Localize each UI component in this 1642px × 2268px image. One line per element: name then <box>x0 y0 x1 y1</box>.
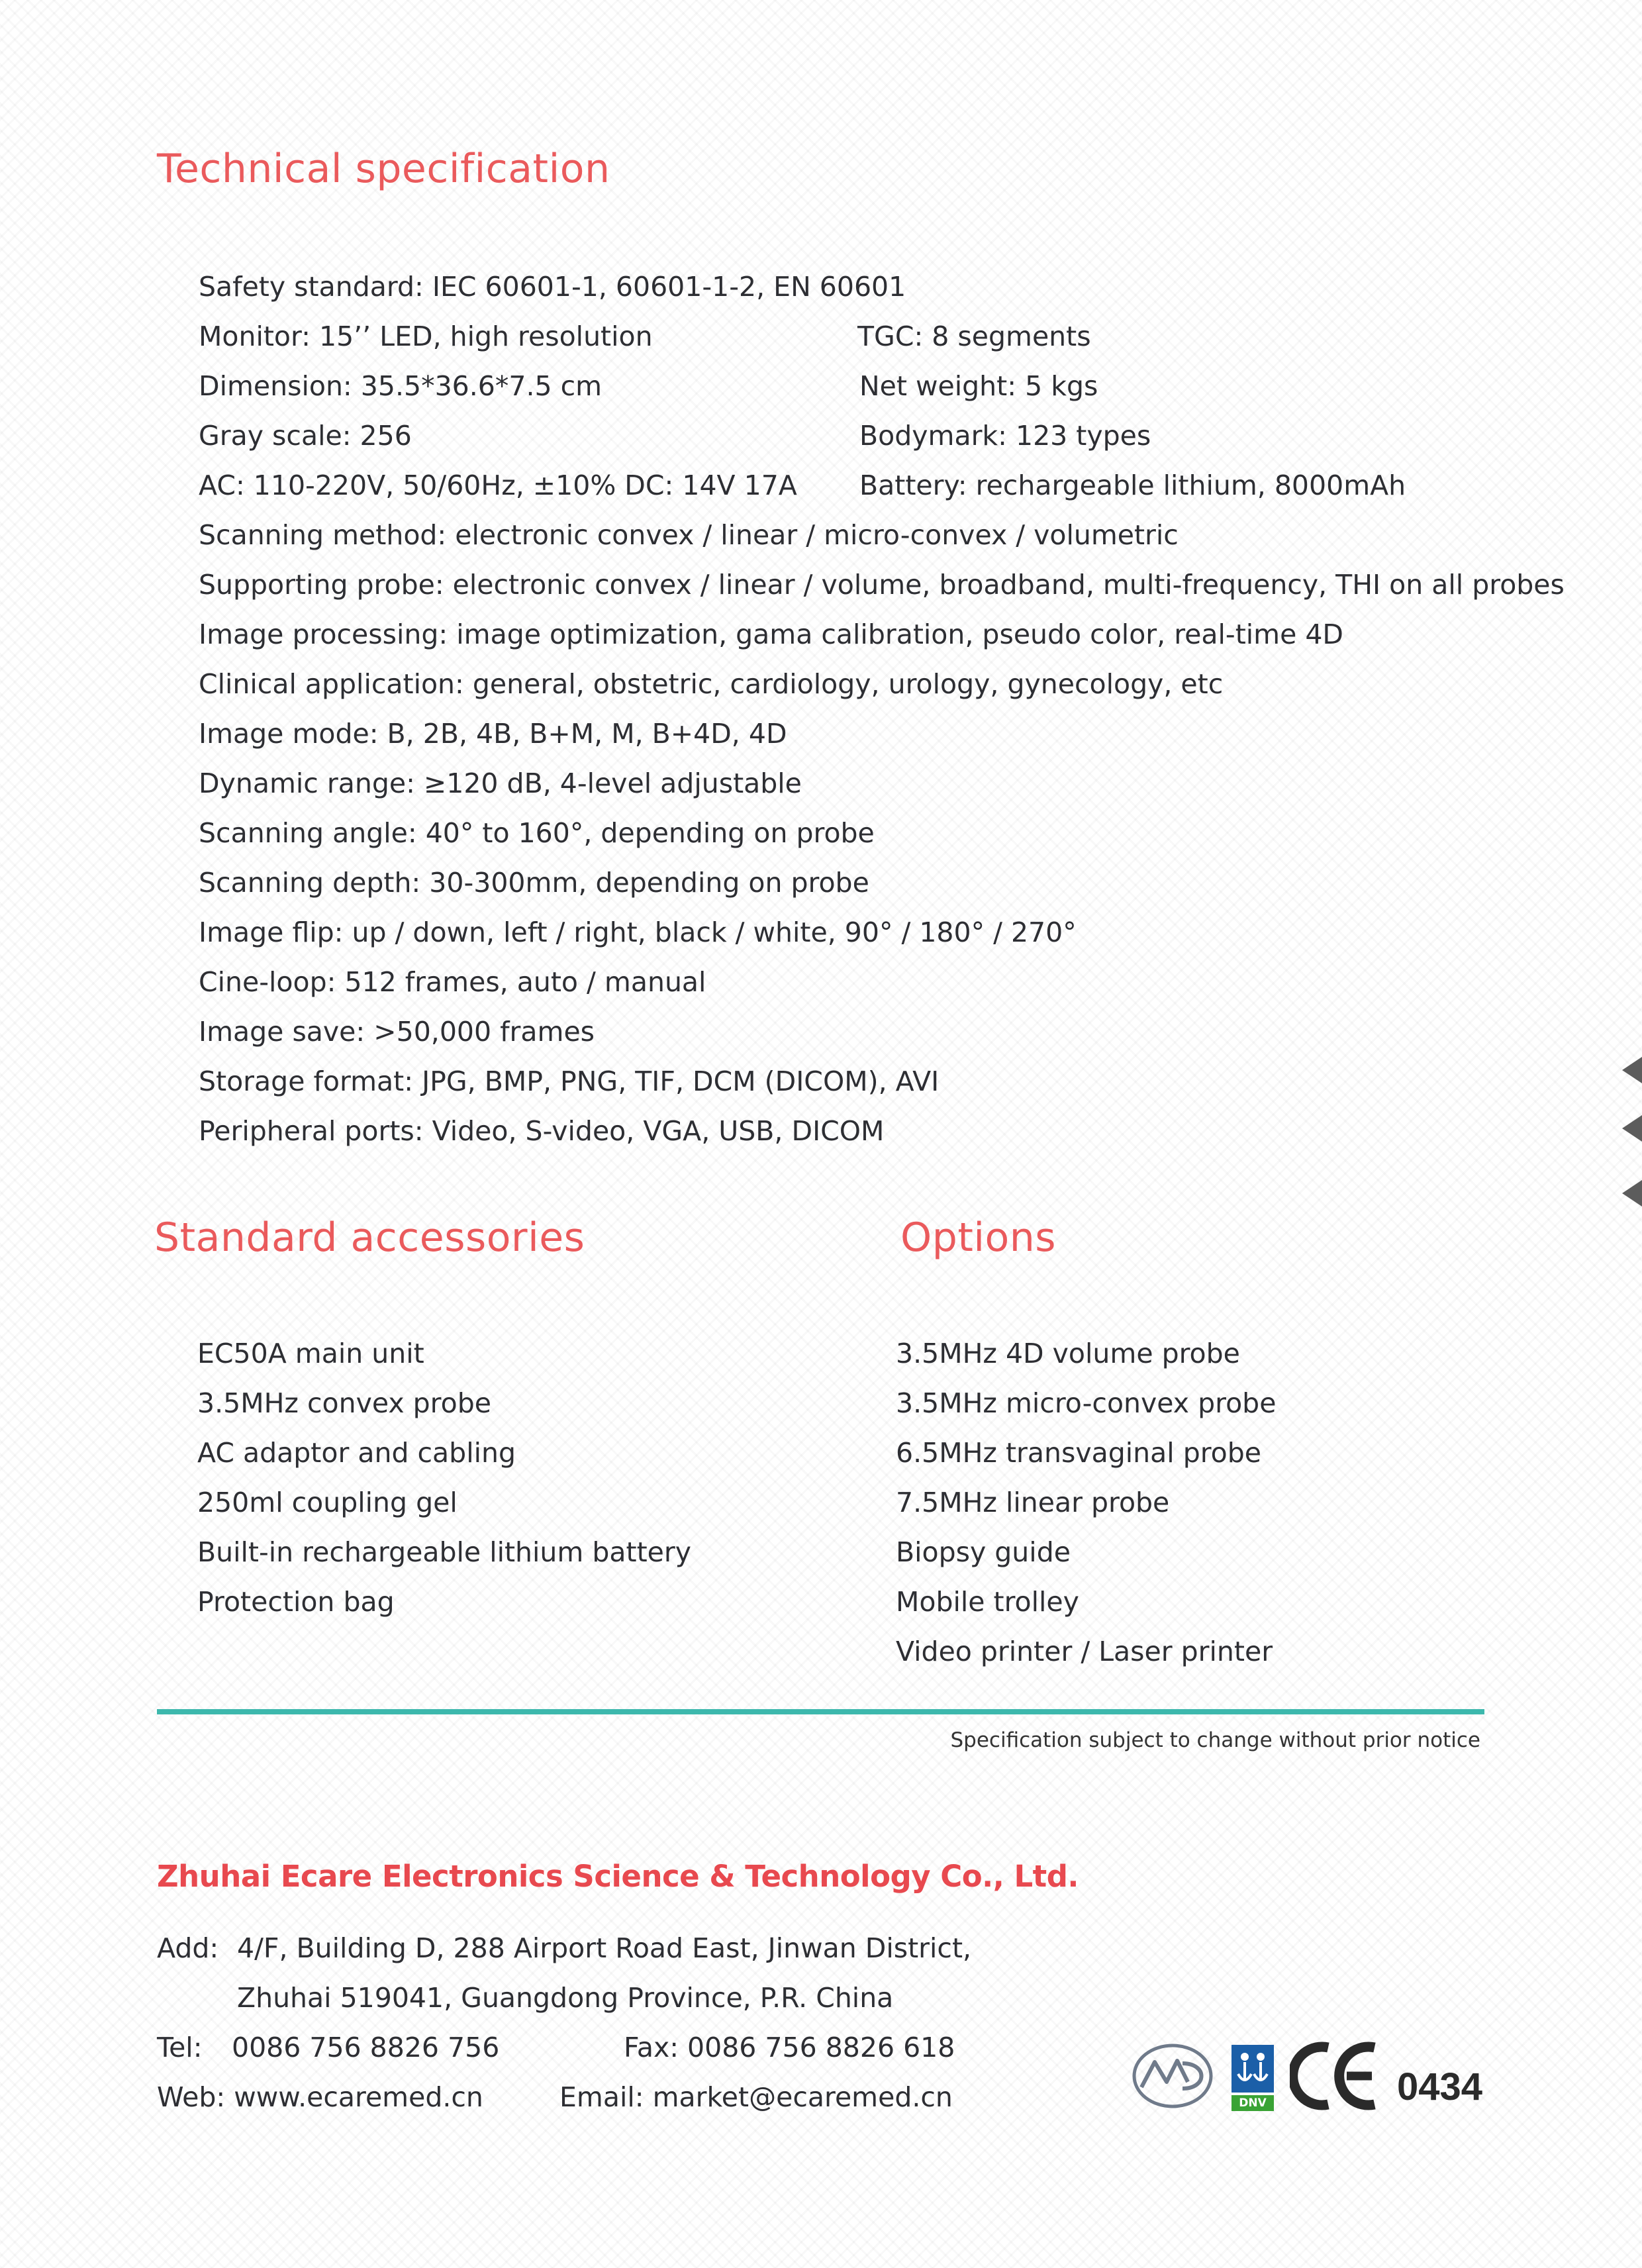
tel-number: 0086 756 8826 756 <box>232 2032 500 2063</box>
ce-number: 0434 <box>1397 2065 1483 2108</box>
tel-label: Tel: <box>157 2032 203 2063</box>
side-arrow-icon <box>1622 1057 1642 1083</box>
accessories-heading: Standard accessories <box>154 1214 585 1261</box>
spec-line: Monitor: 15’’ LED, high resolution <box>199 320 653 352</box>
side-arrow-icon <box>1622 1180 1642 1207</box>
option-item: 3.5MHz 4D volume probe <box>896 1338 1240 1369</box>
md-certification-logo-icon <box>1130 2041 1216 2111</box>
spec-line: Scanning depth: 30-300mm, depending on probe <box>199 867 869 899</box>
spec-line: Scanning angle: 40° to 160°, depending on probe <box>199 817 875 849</box>
option-item: 6.5MHz transvaginal probe <box>896 1437 1262 1469</box>
options-heading: Options <box>900 1214 1057 1261</box>
email: Email: market@ecaremed.cn <box>559 2081 953 2113</box>
spec-line: Safety standard: IEC 60601-1, 60601-1-2, EN 60601 <box>199 271 906 303</box>
address-line: Zhuhai 519041, Guangdong Province, P.R. China <box>237 1982 894 2014</box>
accessory-item: Built-in rechargeable lithium battery <box>197 1536 692 1568</box>
spec-line: Supporting probe: electronic convex / linear / volume, broadband, multi-frequency, THI on all probes <box>199 569 1565 601</box>
spec-line: AC: 110-220V, 50/60Hz, ±10% DC: 14V 17A <box>199 469 797 501</box>
spec-line-right: Battery: rechargeable lithium, 8000mAh <box>859 469 1406 501</box>
spec-line: Dynamic range: ≥120 dB, 4-level adjustable <box>199 767 802 799</box>
accessory-item: AC adaptor and cabling <box>197 1437 516 1469</box>
address-line: 4/F, Building D, 288 Airport Road East, Jinwan District, <box>237 1932 972 1964</box>
option-item: Mobile trolley <box>896 1586 1079 1618</box>
spec-line-right: Bodymark: 123 types <box>859 420 1151 452</box>
accessory-item: 250ml coupling gel <box>197 1487 458 1518</box>
address-label: Add: <box>157 1932 219 1964</box>
tech-spec-heading: Technical specification <box>157 146 610 192</box>
spec-line: Clinical application: general, obstetric, cardiology, urology, gynecology, etc <box>199 668 1224 700</box>
spec-line: Scanning method: electronic convex / linear / micro-convex / volumetric <box>199 519 1179 551</box>
spec-line: Image flip: up / down, left / right, black / white, 90° / 180° / 270° <box>199 916 1077 948</box>
option-item: 7.5MHz linear probe <box>896 1487 1170 1518</box>
side-arrow-icon <box>1622 1115 1642 1142</box>
spec-notice: Specification subject to change without prior notice <box>950 1728 1480 1752</box>
ce-mark-icon <box>1290 2040 1382 2112</box>
spec-line-right: Net weight: 5 kgs <box>859 370 1098 402</box>
spec-line-right: TGC: 8 segments <box>857 320 1091 352</box>
option-item: Biopsy guide <box>896 1536 1071 1568</box>
spec-line: Image processing: image optimization, gama calibration, pseudo color, real-time 4D <box>199 618 1344 650</box>
company-name: Zhuhai Ecare Electronics Science & Technology Co., Ltd. <box>157 1859 1079 1894</box>
spec-line: Cine-loop: 512 frames, auto / manual <box>199 966 706 998</box>
accessory-item: 3.5MHz convex probe <box>197 1387 491 1419</box>
spec-line: Dimension: 35.5*36.6*7.5 cm <box>199 370 603 402</box>
accessory-item: Protection bag <box>197 1586 395 1618</box>
fax-number: Fax: 0086 756 8826 618 <box>624 2032 955 2063</box>
accessory-item: EC50A main unit <box>197 1338 424 1369</box>
spec-line: Gray scale: 256 <box>199 420 412 452</box>
divider-rule <box>157 1709 1484 1714</box>
website: Web: www.ecaremed.cn <box>157 2081 483 2113</box>
spec-line: Peripheral ports: Video, S-video, VGA, USB, DICOM <box>199 1115 885 1147</box>
spec-line: Image mode: B, 2B, 4B, B+M, M, B+4D, 4D <box>199 718 787 750</box>
option-item: 3.5MHz micro-convex probe <box>896 1387 1277 1419</box>
dnv-label: DNV <box>1239 2096 1267 2110</box>
option-item: Video printer / Laser printer <box>896 1636 1273 1667</box>
spec-line: Storage format: JPG, BMP, PNG, TIF, DCM (DICOM), AVI <box>199 1065 940 1097</box>
spec-line: Image save: >50,000 frames <box>199 1016 595 1048</box>
